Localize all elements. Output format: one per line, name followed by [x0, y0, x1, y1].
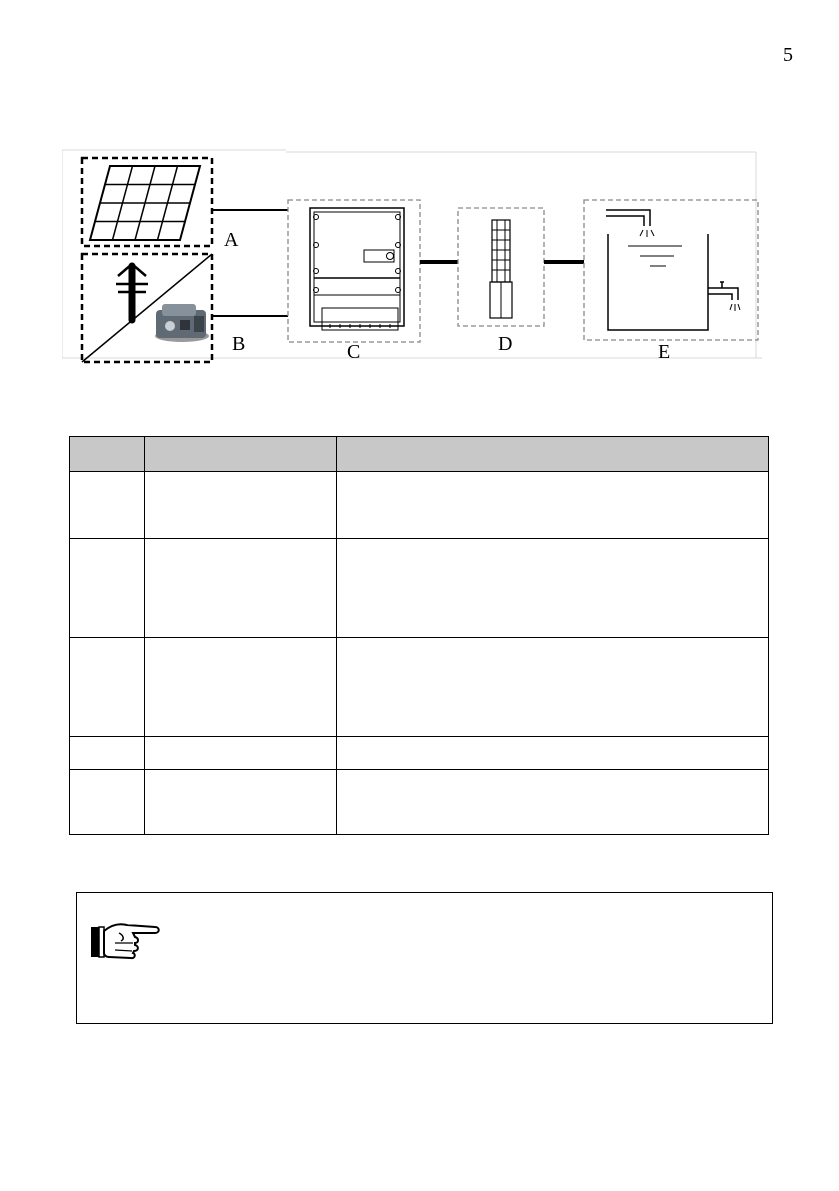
row-code: [70, 737, 145, 770]
water-tank-icon: [584, 200, 758, 340]
row-description: [337, 539, 769, 638]
page-number: 5: [783, 44, 793, 66]
note-box: [76, 892, 773, 1024]
submersible-pump-icon: [458, 208, 544, 326]
header-code: [70, 437, 145, 472]
label-c: C: [347, 341, 361, 363]
component-table: [69, 436, 769, 835]
row-description: [337, 770, 769, 835]
label-d: D: [498, 333, 513, 355]
solar-panel-icon: [82, 158, 212, 246]
header-description: [337, 437, 769, 472]
row-name: [145, 539, 337, 638]
label-a: A: [224, 229, 239, 251]
row-name: [145, 638, 337, 737]
table-row: [70, 737, 769, 770]
diesel-generator-icon: [155, 304, 209, 342]
table-row: [70, 539, 769, 638]
row-code: [70, 638, 145, 737]
grid-generator-group: [82, 254, 212, 362]
row-code: [70, 472, 145, 539]
system-diagram: [62, 144, 762, 366]
component-table-grid: [69, 436, 769, 835]
table-row: [70, 472, 769, 539]
row-name: [145, 737, 337, 770]
table-row: [70, 770, 769, 835]
row-name: [145, 770, 337, 835]
row-description: [337, 737, 769, 770]
table-row: [70, 638, 769, 737]
pointing-hand-icon: [89, 919, 161, 961]
row-description: [337, 638, 769, 737]
row-code: [70, 539, 145, 638]
label-b: B: [232, 333, 246, 355]
row-code: [70, 770, 145, 835]
header-name: [145, 437, 337, 472]
row-description: [337, 472, 769, 539]
label-e: E: [658, 341, 671, 363]
table-header-row: [70, 437, 769, 472]
row-name: [145, 472, 337, 539]
system-diagram-svg: [62, 144, 762, 366]
pump-controller-icon: [288, 200, 420, 342]
